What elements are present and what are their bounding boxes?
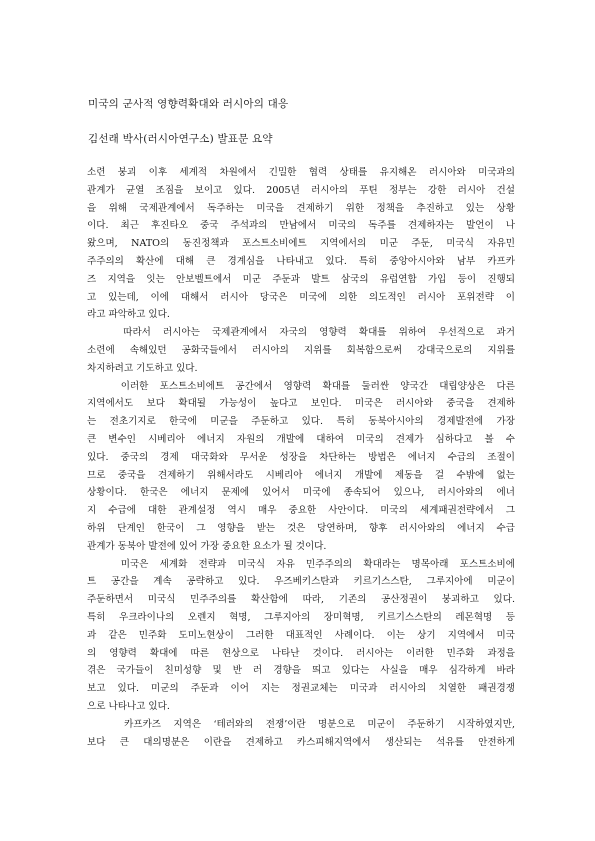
body-line: 과 같은 민주화 도미노현상이 그러한 대표적인 사례이다. 이는 상기 지역에서 미국 bbox=[87, 629, 515, 641]
body-line: 을 위해 국제관계에서 독주하는 미국을 견제하기 위한 정책을 추진하고 있는 상황 bbox=[87, 202, 515, 214]
body-line: 카프카즈 지역은 ‘테러와의 전쟁’이란 명분으로 미군이 주둔하기 시작하였지만, bbox=[87, 718, 515, 730]
body-line: 보다 큰 대의명분은 이란을 견제하고 카스피해지역에서 생산되는 석유를 안전하게 bbox=[87, 736, 515, 748]
document-subtitle: 김선래 박사(러시아연구소) 발표문 요약 bbox=[88, 133, 273, 145]
body-line: 관계가 동북아 발전에 있어 가장 중요한 요소가 될 것이다. bbox=[87, 540, 327, 552]
body-line: 있다. 중국의 경제 대국화와 무서운 성장을 차단하는 방법은 에너지 수급의 조절이 bbox=[87, 451, 515, 463]
body-line: 겪은 국가들이 친미성향 및 반 러 경향을 띄고 있다는 사실을 매우 심각하게 바라 bbox=[87, 665, 515, 677]
body-line: 지역에서도 보다 확대될 가능성이 높다고 보인다. 미국은 러시아와 중국을 견제하 bbox=[87, 398, 515, 410]
body-line: 보고 있다. 미군의 주둔과 이어 지는 정권교체는 미국과 러시아의 치열한 패권경쟁 bbox=[87, 683, 515, 695]
body-line: 관계가 균열 조짐을 보이고 있다. 2005년 러시아의 푸틴 정부는 강한 러시아 건설 bbox=[87, 184, 515, 196]
document-title: 미국의 군사적 영향력확대와 러시아의 대응 bbox=[88, 98, 289, 110]
body-line: 주둔하면서 미국식 민주주의를 확산함에 따라, 기존의 공산정권이 붕괴하고 있다. bbox=[87, 594, 515, 606]
body-line: 으로 나타나고 있다. bbox=[87, 700, 170, 712]
body-line: 지 수급에 대한 관계설정 역시 매우 중요한 사안이다. 미국의 세계패권전략에서 그 bbox=[87, 505, 515, 517]
body-line: 큰 변수인 시베리아 에너지 자원의 개발에 대하여 미국의 견제가 심하다고 볼 수 bbox=[87, 433, 515, 445]
body-line: 특히 우크라이나의 오렌지 혁명, 그루지아의 장미혁명, 키르기스스탄의 레몬혁명 등 bbox=[87, 611, 515, 623]
document-body bbox=[87, 164, 515, 751]
body-line: 이러한 포스트소비에트 공간에서 영향력 확대를 둘러싼 양국간 대립양상은 다른 bbox=[87, 380, 515, 392]
body-line: 의 영향력 확대에 따른 현상으로 나타난 것이다. 러시아는 이러한 민주화 과정을 bbox=[87, 647, 515, 659]
body-line: 차지하려고 기도하고 있다. bbox=[87, 362, 198, 374]
body-line: 이다. 최근 후진타오 중국 주석과의 만남에서 미국의 독주를 견제하자는 발언이 나 bbox=[87, 220, 515, 232]
body-line: 주주의의 확산에 대해 큰 경계심을 나타내고 있다. 특히 중앙아시아와 남부 카프카 bbox=[87, 255, 515, 267]
body-line: 소련 붕괴 이후 세계적 차원에서 긴밀한 협력 상태를 유지해온 러시아와 미국과의 bbox=[87, 167, 515, 178]
body-line: 는 전초기지로 한국에 미군을 주둔하고 있다. 특히 동북아시아의 경제발전에 가장 bbox=[87, 416, 515, 428]
body-line: 왔으며, NATO의 동진정책과 포스트소비에트 지역에서의 미군 주둔, 미국식 자유민 bbox=[87, 238, 515, 250]
body-line: 미국은 세계화 전략과 미국식 자유 민주주의의 확대라는 명목아래 포스트소비에 bbox=[87, 558, 515, 570]
body-line: 즈 지역을 잇는 안보벨트에서 미군 주둔과 발트 삼국의 유럽연합 가입 등이 진행되 bbox=[87, 273, 515, 285]
body-line: 소련에 속해있던 공화국들에서 러시아의 지위를 회복함으로써 강대국으로의 지위를 bbox=[87, 344, 515, 356]
body-line: 므로 중국을 견제하기 위해서라도 시베리아 에너지 개발에 제동을 걸 수밖에 없는 bbox=[87, 469, 515, 481]
body-line: 하위 단계인 한국이 그 영향을 받는 것은 당연하며, 향후 러시아와의 에너지 수급 bbox=[87, 522, 515, 534]
body-line: 트 공간을 계속 공략하고 있다. 우즈베키스탄과 키르기스스탄, 그루지아에 미군이 bbox=[87, 576, 515, 588]
body-line: 따라서 러시아는 국제관계에서 자국의 영향력 확대를 위하여 우선적으로 과거 bbox=[87, 327, 515, 339]
body-line: 고 있는데, 이에 대해서 러시아 당국은 미국에 의한 의도적인 러시아 포위전략 이 bbox=[87, 291, 515, 303]
body-line: 상황이다. 한국은 에너지 문제에 있어서 미국에 종속되어 있으나, 러시아와의 에너 bbox=[87, 487, 515, 499]
body-line: 라고 파악하고 있다. bbox=[87, 309, 170, 321]
